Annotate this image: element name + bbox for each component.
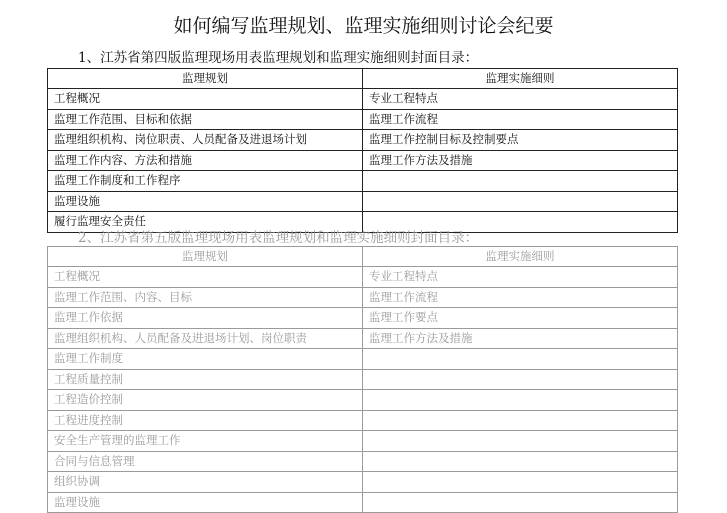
rules-cell xyxy=(363,431,678,452)
column-header-plan: 监理规划 xyxy=(48,247,363,267)
plan-cell: 监理工作范围、目标和依据 xyxy=(48,109,363,130)
rules-cell xyxy=(363,171,678,192)
table-header-row xyxy=(48,247,678,267)
rules-cell: 监理工作流程 xyxy=(363,109,678,130)
column-header-plan: 监理规划 xyxy=(48,69,363,89)
table-row xyxy=(48,492,678,513)
table-row xyxy=(48,287,678,308)
table-row xyxy=(48,191,678,212)
table-row xyxy=(48,369,678,390)
plan-cell: 监理工作制度 xyxy=(48,349,363,370)
table-row xyxy=(48,171,678,192)
table-row xyxy=(48,89,678,110)
rules-cell: 监理工作流程 xyxy=(363,287,678,308)
section-1-table xyxy=(47,68,678,233)
plan-cell: 工程概况 xyxy=(48,267,363,288)
table-row xyxy=(48,308,678,329)
plan-cell: 履行监理安全责任 xyxy=(48,212,363,233)
plan-cell: 工程概况 xyxy=(48,89,363,110)
rules-cell xyxy=(363,369,678,390)
plan-cell: 工程造价控制 xyxy=(48,390,363,411)
plan-cell: 工程进度控制 xyxy=(48,410,363,431)
plan-cell: 监理组织机构、人员配备及进退场计划、岗位职责 xyxy=(48,328,363,349)
rules-cell xyxy=(363,492,678,513)
plan-cell: 监理工作制度和工作程序 xyxy=(48,171,363,192)
table-row xyxy=(48,390,678,411)
plan-cell: 监理工作范围、内容、目标 xyxy=(48,287,363,308)
column-header-rules: 监理实施细则 xyxy=(363,69,678,89)
rules-cell: 专业工程特点 xyxy=(363,89,678,110)
table-row xyxy=(48,328,678,349)
rules-cell: 监理工作方法及措施 xyxy=(363,328,678,349)
rules-cell xyxy=(363,349,678,370)
table-row xyxy=(48,130,678,151)
plan-cell: 合同与信息管理 xyxy=(48,451,363,472)
plan-cell: 监理设施 xyxy=(48,191,363,212)
plan-cell: 工程质量控制 xyxy=(48,369,363,390)
table-row xyxy=(48,451,678,472)
rules-cell xyxy=(363,390,678,411)
plan-cell: 监理工作内容、方法和措施 xyxy=(48,150,363,171)
rules-cell xyxy=(363,191,678,212)
table-row xyxy=(48,431,678,452)
table-row xyxy=(48,349,678,370)
rules-cell xyxy=(363,451,678,472)
plan-cell: 监理组织机构、岗位职责、人员配备及进退场计划 xyxy=(48,130,363,151)
table-row xyxy=(48,410,678,431)
rules-cell: 监理工作要点 xyxy=(363,308,678,329)
plan-cell: 监理设施 xyxy=(48,492,363,513)
table-row xyxy=(48,109,678,130)
plan-cell: 安全生产管理的监理工作 xyxy=(48,431,363,452)
page-title: 如何编写监理规划、监理实施细则讨论会纪要 xyxy=(173,15,554,37)
rules-cell xyxy=(363,410,678,431)
section-2-heading: 2、江苏省第五版监理现场用表监理规划和监理实施细则封面目录： xyxy=(78,230,479,246)
table-row xyxy=(48,472,678,493)
rules-cell: 专业工程特点 xyxy=(363,267,678,288)
table-header-row xyxy=(48,69,678,89)
plan-cell: 监理工作依据 xyxy=(48,308,363,329)
table-row xyxy=(48,267,678,288)
section-1-heading: 1、江苏省第四版监理现场用表监理规划和监理实施细则封面目录： xyxy=(78,50,479,66)
rules-cell xyxy=(363,472,678,493)
section-2-table xyxy=(47,246,678,513)
rules-cell: 监理工作控制目标及控制要点 xyxy=(363,130,678,151)
plan-cell: 组织协调 xyxy=(48,472,363,493)
table-row xyxy=(48,150,678,171)
rules-cell: 监理工作方法及措施 xyxy=(363,150,678,171)
column-header-rules: 监理实施细则 xyxy=(363,247,678,267)
